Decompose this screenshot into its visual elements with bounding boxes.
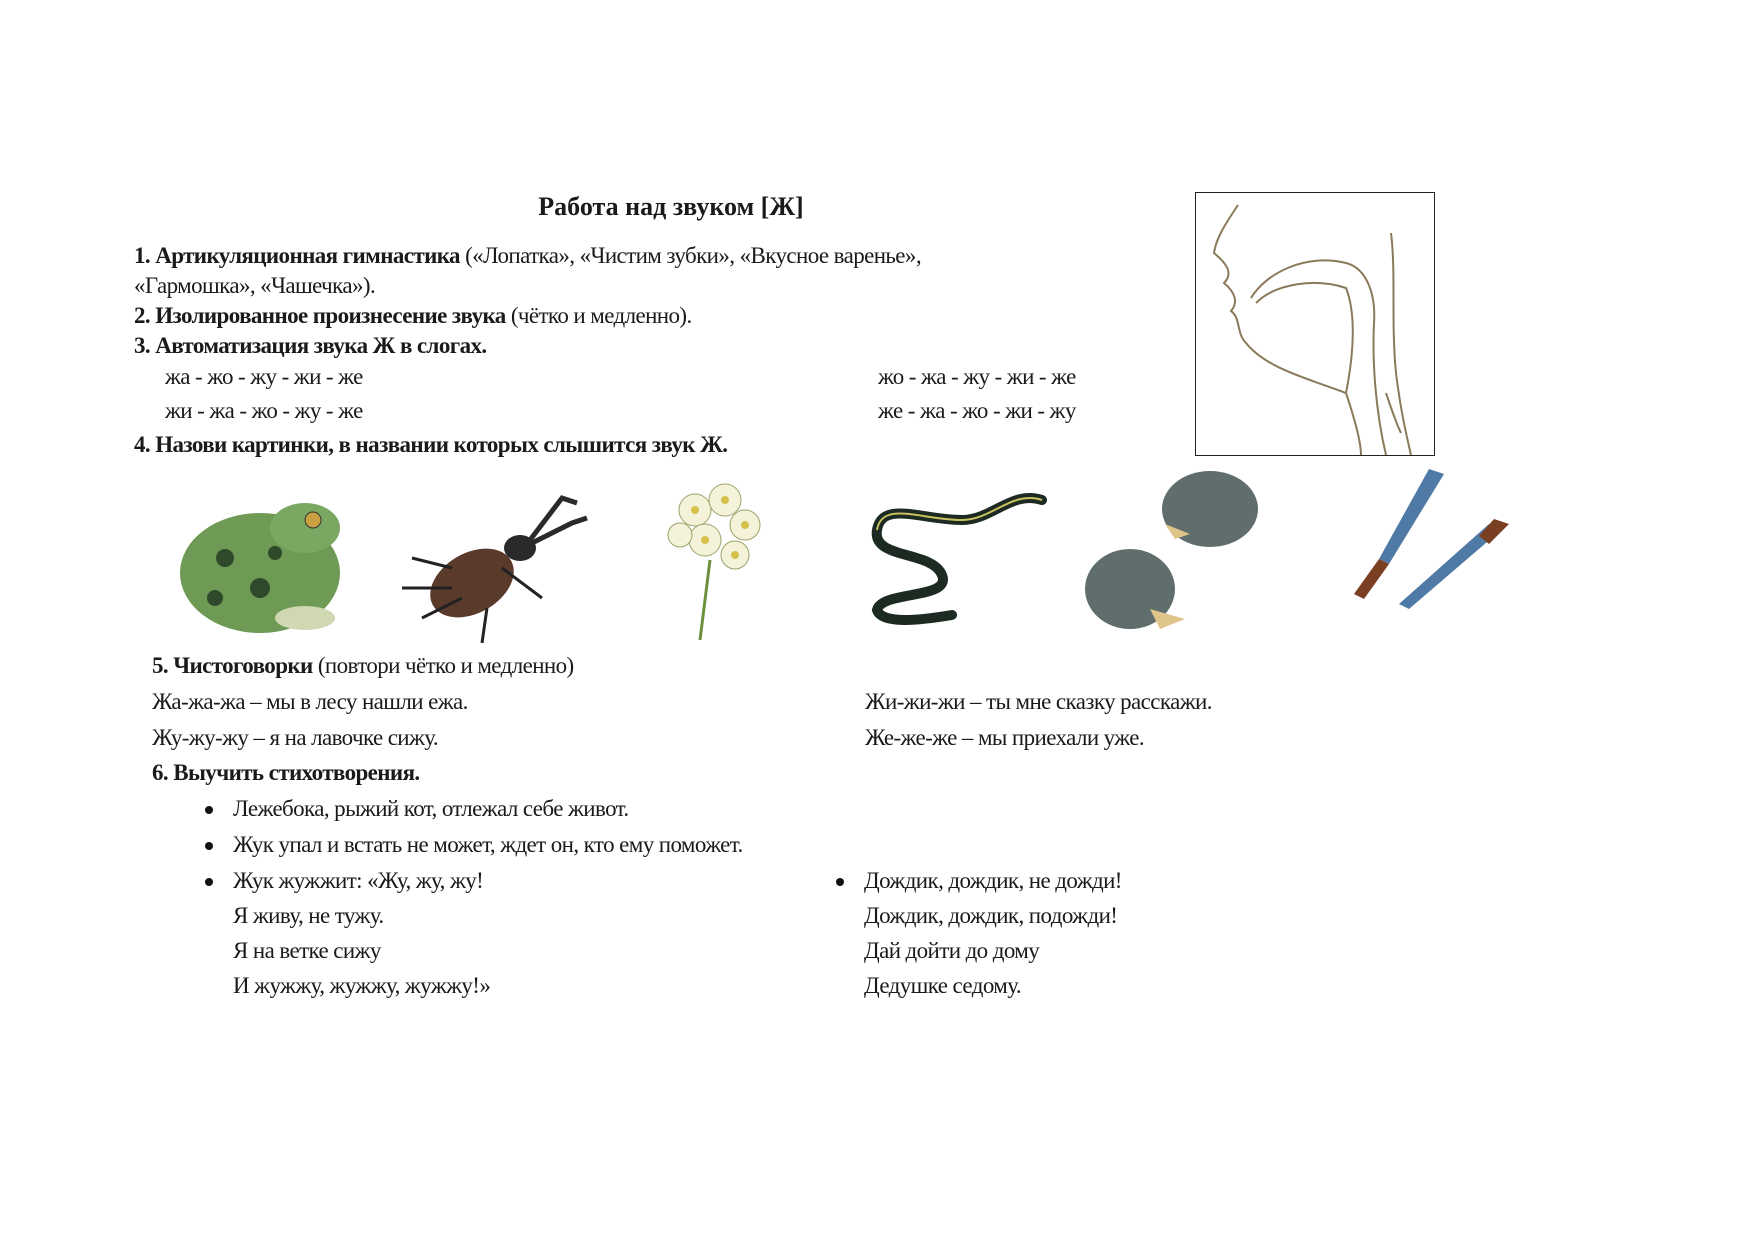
section-1-text: («Лопатка», «Чистим зубки», «Вкусное варенье»,: [459, 243, 921, 268]
section-3-heading: 3. Автоматизация звука Ж в слогах.: [134, 333, 487, 358]
syllables: же - жа - жо - жи - жу: [878, 398, 1076, 423]
bullet-icon: [836, 878, 844, 886]
tongue-twister: Же-же-же – мы приехали уже.: [865, 725, 1145, 750]
poem-line: Дай дойти до дому: [864, 938, 1040, 963]
frog-picture: [165, 478, 355, 648]
poem-line: Я живу, не тужу.: [233, 903, 384, 928]
bullet-icon: [205, 806, 213, 814]
articulation-diagram: [1195, 192, 1435, 456]
syllables: жо - жа - жу - жи - же: [878, 364, 1076, 389]
poem-4: [864, 868, 1122, 894]
section-5-heading: 5. Чистоговорки: [152, 653, 313, 678]
poem-line: Дедушке седому.: [864, 973, 1022, 998]
section-6-heading: 6. Выучить стихотворения.: [152, 760, 420, 785]
section-1-heading: 1. Артикуляционная гимнастика: [134, 243, 460, 268]
snake-picture: [862, 480, 1052, 630]
poem-line: Я на ветке сижу: [233, 938, 381, 963]
section-2: [134, 303, 692, 329]
poem-line: Лежебока, рыжий кот, отлежал себе живот.: [233, 796, 629, 821]
poem-line: Жук жужжит: «Жу, жу, жу!: [233, 868, 484, 893]
syllables: жи - жа - жо - жу - же: [165, 398, 363, 423]
poem-line: И жужжу, жужжу, жужжу!»: [233, 973, 491, 998]
beetle-picture: [392, 478, 592, 648]
poem-line: Дождик, дождик, подожди!: [864, 903, 1118, 928]
section-1: [134, 243, 921, 269]
poem-1: [233, 796, 629, 822]
hedgehogs-picture: [1080, 464, 1280, 644]
bullet-icon: [205, 878, 213, 886]
poem-3: [233, 868, 483, 894]
section-5-text: (повтори чётко и медленно): [312, 653, 574, 678]
section-1-cont: «Гармошка», «Чашечка»).: [134, 273, 376, 298]
tongue-twister: Жа-жа-жа – мы в лесу нашли ежа.: [152, 689, 468, 714]
syllables: жа - жо - жу - жи - же: [165, 364, 363, 389]
poem-2: [233, 832, 743, 858]
knives-picture: [1309, 464, 1509, 634]
section-2-text: (чётко и медленно).: [505, 303, 692, 328]
tongue-twister: Жи-жи-жи – ты мне сказку расскажи.: [865, 689, 1212, 714]
poem-line: Жук упал и встать не может, ждет он, кто ему поможет.: [233, 832, 743, 857]
tongue-twister: Жу-жу-жу – я на лавочке сижу.: [152, 725, 439, 750]
section-5: [152, 653, 574, 679]
bullet-icon: [205, 842, 213, 850]
section-4-heading: 4. Назови картинки, в названии которых слышится звук Ж.: [134, 432, 728, 457]
poem-line: Дождик, дождик, не дожди!: [864, 868, 1122, 893]
jasmine-flowers-picture: [655, 470, 775, 640]
section-2-heading: 2. Изолированное произнесение звука: [134, 303, 506, 328]
page-title: Работа над звуком [Ж]: [538, 192, 804, 221]
